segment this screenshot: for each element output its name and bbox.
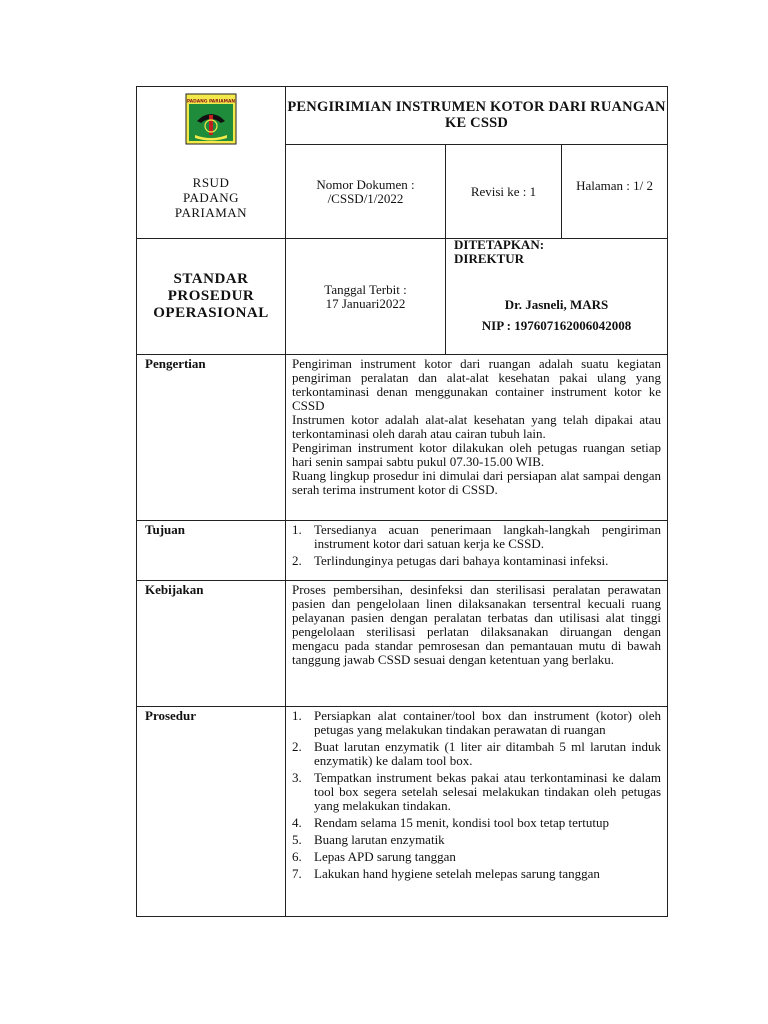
nomor-dokumen-value: /CSSD/1/2022 [327, 191, 404, 206]
list-number: 2. [292, 739, 302, 754]
tujuan-list [292, 523, 661, 568]
list-item [292, 709, 661, 737]
list-number: 1. [292, 522, 302, 537]
list-text: Tempatkan instrument bekas pakai atau terkontaminasi ke dalam tool box segera setelah selesai melakukan tindakan oleh petugas yang melakukan tindakan. [314, 770, 662, 813]
list-text: Lepas APD sarung tanggan [314, 849, 456, 864]
list-item [292, 850, 661, 864]
signer-name: Dr. Jasneli, MARS [504, 297, 609, 312]
list-item [292, 771, 661, 813]
tujuan-content [286, 521, 668, 581]
kebijakan-content: Proses pembersihan, desinfeksi dan sterilisasi peralatan perawatan pasien dan pengelolaan linen dilaksanakan tersentral kecuali ruang pelayanan pasien dengan peralatan terbatas dan utilisasi alat tinggi pengelolaan sterilisasi perlatan dilaksanakan diruangan dengan mengacu pada standar pemrosesan dan pemantauan mutu di bawah tanggung jawab CSSD sesuai dengan ketentuan yang berlaku. [286, 581, 668, 707]
list-text: Buat larutan enzymatik (1 liter air ditambah 5 ml larutan induk enzymatik) ke dalam tool box. [314, 739, 662, 768]
approval-cell [446, 239, 668, 355]
hospital-logo-icon [185, 93, 237, 145]
nomor-dokumen-label: Nomor Dokumen : [316, 177, 415, 192]
sop-table [136, 86, 668, 917]
sop-label-line: STANDAR [173, 271, 249, 287]
list-text: Persiapkan alat container/tool box dan instrument (kotor) oleh petugas yang melakukan tindakan perawatan di ruangan [314, 708, 662, 737]
tanggal-terbit-value: 17 Januari2022 [325, 296, 406, 311]
prosedur-list [292, 709, 661, 881]
list-item [292, 523, 661, 551]
sop-document [136, 86, 667, 917]
logo-text: PADANG PARIAMAN [186, 99, 236, 105]
list-item [292, 816, 661, 830]
sop-label-cell [137, 239, 286, 355]
hospital-name-line: RSUD [192, 175, 230, 190]
list-text: Buang larutan enzymatik [314, 832, 445, 847]
document-title: PENGIRIMIAN INSTRUMEN KOTOR DARI RUANGAN KE CSSD [286, 87, 668, 145]
pengertian-paragraph: Pengiriman instrument kotor dari ruangan adalah suatu kegiatan pengiriman peralatan dan alat-alat kesehatan pakai ulang yang terkontaminasi denan menggunakan container instrument kotor ke CSSD [292, 356, 662, 413]
halaman-cell: Halaman : 1/ 2 [562, 145, 668, 239]
hospital-name-line: PARIAMAN [174, 205, 248, 220]
pengertian-label: Pengertian [137, 355, 286, 521]
tanggal-terbit-label: Tanggal Terbit : [324, 282, 407, 297]
list-text: Rendam selama 15 menit, kondisi tool box tetap tertutup [314, 815, 609, 830]
list-item [292, 867, 661, 881]
sop-label-line: OPERASIONAL [153, 305, 269, 321]
prosedur-content [286, 707, 668, 917]
pengertian-paragraph: Pengiriman instrument kotor dilakukan oleh petugas ruangan setiap hari senin sampai sabtu pukul 07.30-15.00 WIB. [292, 440, 662, 469]
prosedur-label: Prosedur [137, 707, 286, 917]
hospital-cell [137, 87, 286, 239]
direktur-label: DIREKTUR [454, 251, 525, 266]
list-text: Tersedianya acuan penerimaan langkah-langkah pengiriman instrument kotor dari satuan kerja ke CSSD. [314, 522, 662, 551]
list-item [292, 740, 661, 768]
list-number: 1. [292, 708, 302, 723]
hospital-name [137, 175, 285, 220]
list-number: 6. [292, 849, 302, 864]
hospital-name-line: PADANG [183, 190, 239, 205]
tujuan-label: Tujuan [137, 521, 286, 581]
list-number: 7. [292, 866, 302, 881]
list-text: Lakukan hand hygiene setelah melepas sarung tanggan [314, 866, 600, 881]
signer-nip: NIP : 197607162006042008 [481, 318, 632, 333]
pengertian-paragraph: Instrumen kotor adalah alat-alat kesehatan yang telah dipakai atau terkontaminasi oleh darah atau cairan tubuh lain. [292, 412, 662, 441]
sop-label-line: PROSEDUR [167, 288, 255, 304]
pengertian-content [286, 355, 668, 521]
list-item [292, 554, 661, 568]
list-item [292, 833, 661, 847]
list-number: 5. [292, 832, 302, 847]
pengertian-paragraph: Ruang lingkup prosedur ini dimulai dari persiapan alat sampai dengan serah terima instrument kotor di CSSD. [292, 468, 662, 497]
list-number: 4. [292, 815, 302, 830]
list-number: 2. [292, 553, 302, 568]
list-number: 3. [292, 770, 302, 785]
ditetapkan-label: DITETAPKAN: [454, 237, 545, 252]
nomor-dokumen-cell [286, 145, 446, 239]
tanggal-terbit-cell [286, 239, 446, 355]
list-text: Terlindunginya petugas dari bahaya kontaminasi infeksi. [314, 553, 609, 568]
kebijakan-label: Kebijakan [137, 581, 286, 707]
revisi-cell: Revisi ke : 1 [446, 145, 562, 239]
